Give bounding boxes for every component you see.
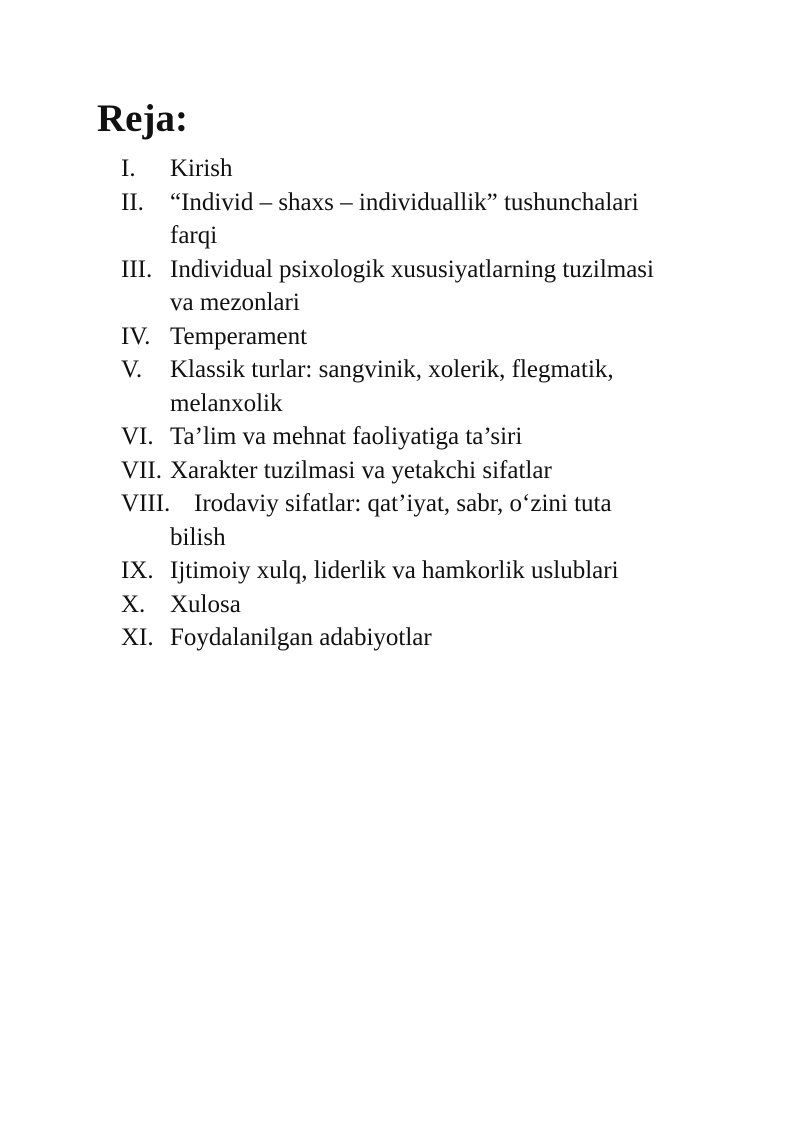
outline-item-8	[0, 487, 800, 554]
item-text	[170, 454, 710, 488]
item-line: Klassik turlar: sangvinik, xolerik, flegmatik,	[170, 356, 614, 383]
item-text	[170, 588, 710, 622]
item-number: X.	[121, 590, 146, 618]
item-line: melanxolik	[170, 389, 283, 417]
outline-item-6	[0, 420, 800, 454]
outline-item-11	[0, 621, 800, 655]
item-number: III.	[121, 255, 153, 283]
item-line: va mezonlari	[170, 289, 300, 316]
item-line: Ijtimoiy xulq, liderlik va hamkorlik uslublari	[170, 557, 619, 584]
item-line: “Individ – shaxs – individuallik” tushunchalari	[170, 188, 639, 216]
page-title: Reja:	[97, 97, 188, 140]
item-number: I.	[121, 155, 136, 182]
item-line: bilish	[170, 523, 226, 551]
item-number: IX.	[121, 557, 154, 584]
item-text	[170, 253, 710, 320]
item-line: Xarakter tuzilmasi va yetakchi sifatlar	[170, 456, 552, 484]
outline-item-7	[0, 454, 800, 488]
item-line: Foydalanilgan adabiyotlar	[170, 624, 432, 651]
item-text	[170, 353, 710, 420]
item-line: Xulosa	[170, 590, 241, 618]
item-line: farqi	[170, 222, 218, 249]
outline-item-5	[0, 353, 800, 420]
item-number: VI.	[121, 423, 154, 450]
outline-item-3	[0, 253, 800, 320]
item-number: II.	[121, 188, 144, 216]
item-line: Ta’lim va mehnat faoliyatiga ta’siri	[170, 423, 523, 450]
item-number: VIII.	[121, 490, 171, 517]
item-line: Irodaviy sifatlar: qat’iyat, sabr, o‘zini tuta	[194, 490, 612, 517]
outline-item-9	[0, 554, 800, 588]
item-number: VII.	[121, 456, 162, 484]
item-text	[170, 152, 710, 186]
item-line: Temperament	[170, 322, 308, 350]
item-line: Individual psixologik xususiyatlarning tuzilmasi	[170, 255, 654, 283]
item-text	[170, 621, 710, 655]
item-text	[170, 554, 710, 588]
outline-item-1	[0, 152, 800, 186]
outline-item-10	[0, 588, 800, 622]
item-number: XI.	[121, 624, 154, 651]
outline-list	[0, 152, 800, 655]
outline-item-4	[0, 320, 800, 354]
item-number: V.	[121, 356, 143, 383]
item-number: IV.	[121, 322, 151, 350]
outline-item-2	[0, 186, 800, 253]
item-line: Kirish	[170, 155, 233, 182]
item-text	[170, 420, 710, 454]
item-text	[170, 320, 710, 354]
item-text	[170, 487, 710, 554]
item-text	[170, 186, 710, 253]
